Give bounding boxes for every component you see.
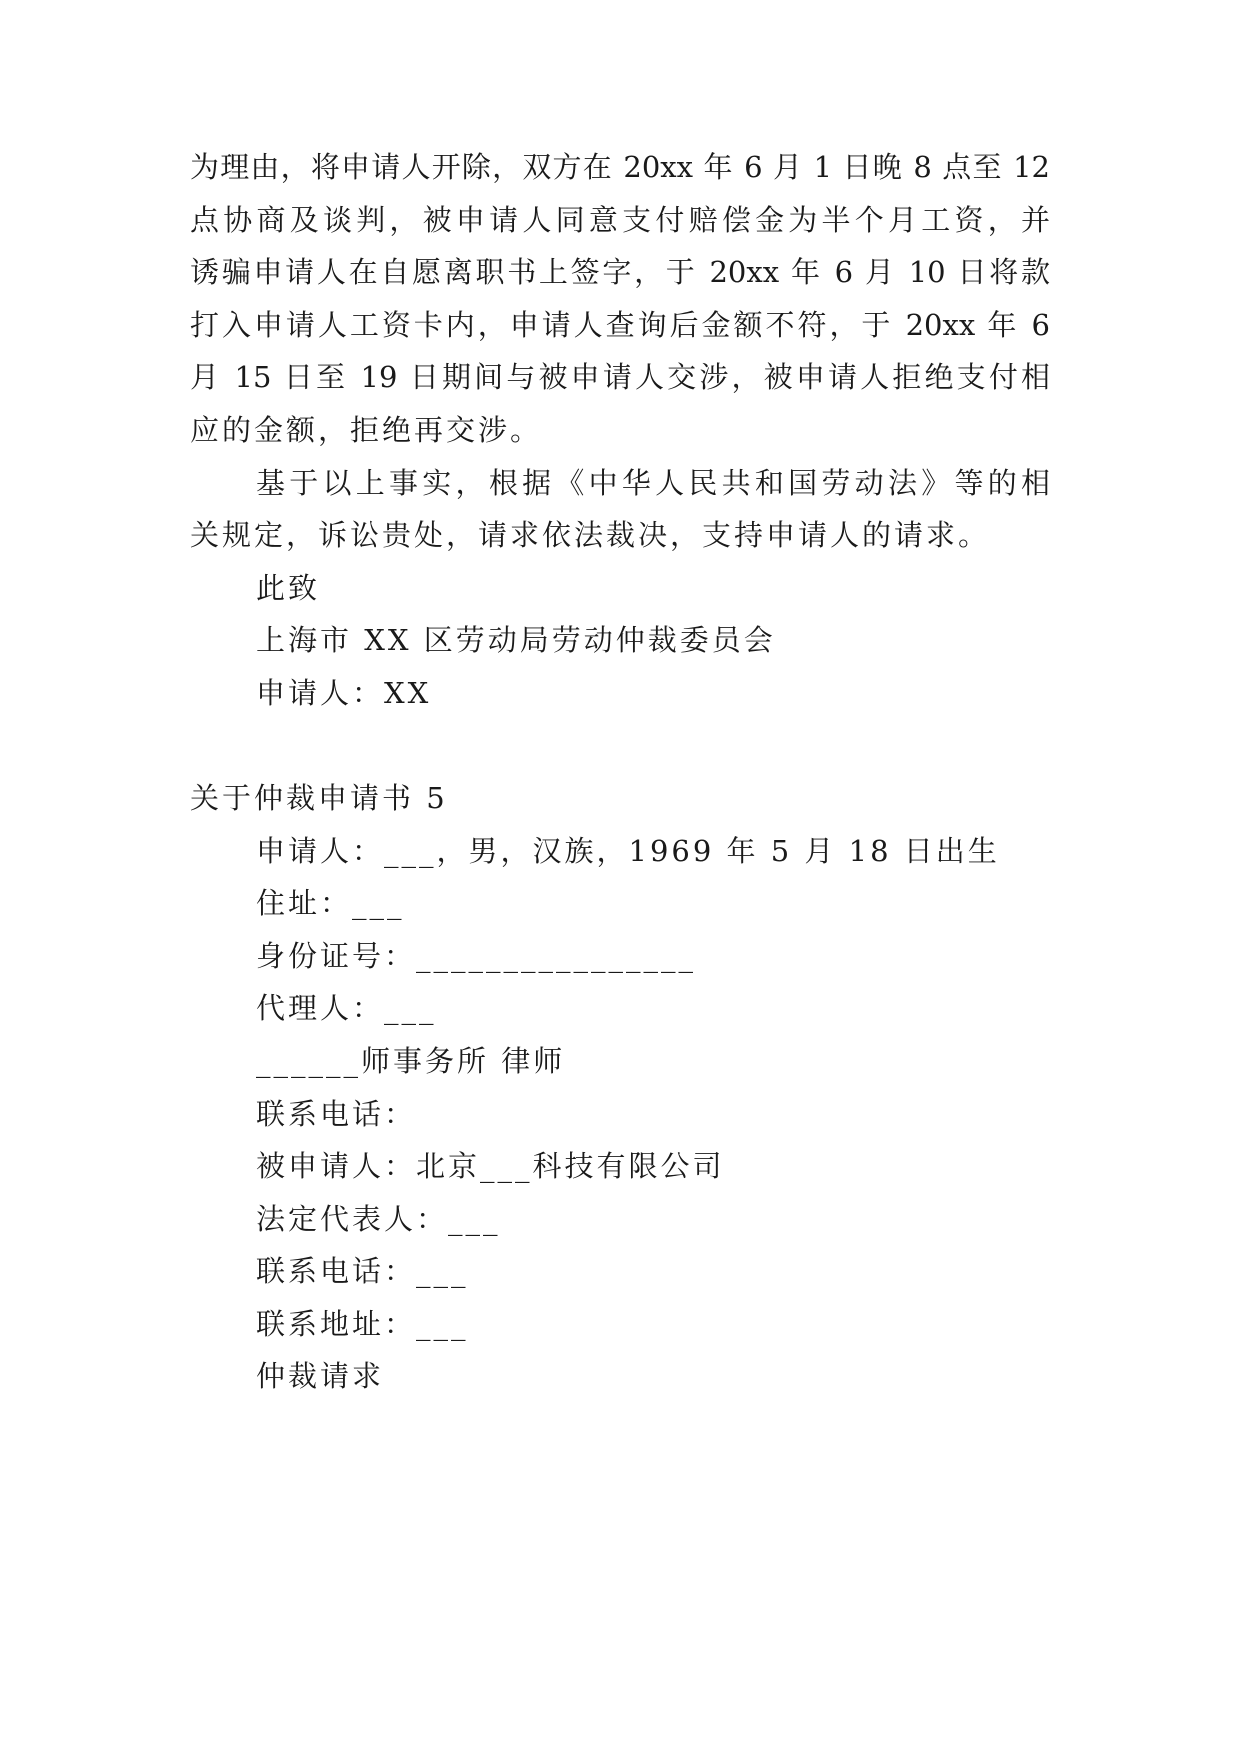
para1-line-1: 为理由，将申请人开除，双方在 20xx 年 6 月 1 日晚 8 点至 12 — [190, 150, 1050, 184]
field-respondent: 被申请人：北京___科技有限公司 — [256, 1149, 725, 1183]
para1-line-5: 月 15 日至 19 日期间与被申请人交涉，被申请人拒绝支付相 — [190, 360, 1050, 394]
field-address: 住址：___ — [256, 886, 405, 920]
applicant-signature: 申请人：XX — [256, 676, 432, 710]
field-respondent-phone: 联系电话：___ — [256, 1254, 469, 1288]
field-applicant: 申请人：___，男，汉族，1969 年 5 月 18 日出生 — [256, 834, 1000, 868]
field-law-firm: ______师事务所 律师 — [256, 1044, 566, 1078]
section-title: 关于仲裁申请书 5 — [190, 781, 448, 815]
field-agent: 代理人：___ — [256, 991, 437, 1025]
para1-line-4: 打入申请人工资卡内，申请人查询后金额不符，于 20xx 年 6 — [190, 308, 1050, 342]
salutation: 此致 — [256, 571, 321, 605]
field-respondent-address: 联系地址：___ — [256, 1307, 469, 1341]
para2-line-1: 基于以上事实，根据《中华人民共和国劳动法》等的相 — [256, 466, 1050, 500]
field-legal-rep: 法定代表人：___ — [256, 1202, 501, 1236]
recipient: 上海市 XX 区劳动局劳动仲裁委员会 — [256, 623, 776, 657]
para1-line-2: 点协商及谈判，被申请人同意支付赔偿金为半个月工资，并 — [190, 203, 1050, 237]
para1-line-3: 诱骗申请人在自愿离职书上签字，于 20xx 年 6 月 10 日将款 — [190, 255, 1050, 289]
field-phone: 联系电话： — [256, 1097, 417, 1131]
para1-line-6: 应的金额，拒绝再交涉。 — [190, 413, 543, 447]
field-arbitration-request: 仲裁请求 — [256, 1359, 385, 1393]
para2-line-2: 关规定，诉讼贵处，请求依法裁决，支持申请人的请求。 — [190, 518, 991, 552]
field-id-number: 身份证号：________________ — [256, 939, 697, 973]
